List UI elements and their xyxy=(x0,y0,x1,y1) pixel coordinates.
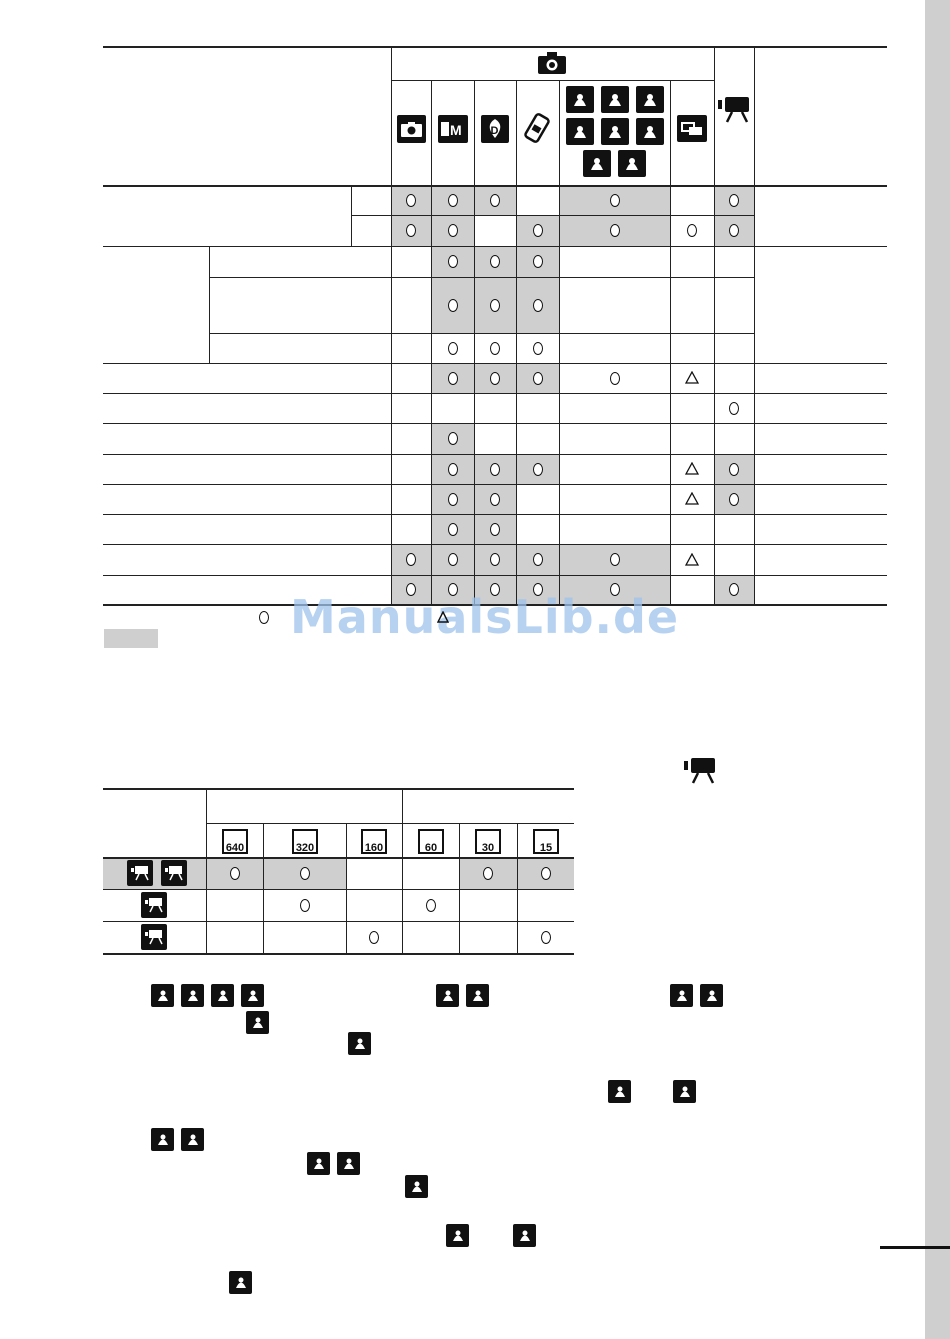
640-icon xyxy=(222,829,248,854)
landscape-icon xyxy=(348,1032,371,1055)
circle-mark xyxy=(448,553,458,566)
circle-mark xyxy=(729,493,739,506)
circle-mark xyxy=(490,299,500,312)
circle-mark xyxy=(406,553,416,566)
circle-mark xyxy=(300,899,310,912)
triangle-mark xyxy=(685,553,699,566)
party-icon xyxy=(241,984,264,1007)
circle-mark xyxy=(490,523,500,536)
circle-mark xyxy=(426,899,436,912)
fast-frame-movie-icon xyxy=(161,860,187,886)
auto-stitch-right-icon xyxy=(673,1080,696,1103)
circle-mark xyxy=(490,372,500,385)
stitch-a-icon xyxy=(446,1224,469,1247)
side-tab xyxy=(925,0,950,1339)
circle-mark xyxy=(448,463,458,476)
fireworks-icon xyxy=(700,984,723,1007)
beach-icon xyxy=(583,150,611,177)
circle-mark xyxy=(448,342,458,355)
legend-triangle-mark xyxy=(437,611,449,623)
kids-pets-icon xyxy=(307,1152,330,1175)
circle-mark xyxy=(490,553,500,566)
circle-mark xyxy=(729,463,739,476)
landscape-icon xyxy=(181,984,204,1007)
circle-mark xyxy=(448,523,458,536)
auto-stitch-left-icon xyxy=(608,1080,631,1103)
svg-text:160: 160 xyxy=(364,842,384,852)
svg-text:60: 60 xyxy=(424,842,437,852)
circle-mark xyxy=(729,194,739,207)
circle-mark xyxy=(490,255,500,268)
party-icon xyxy=(566,118,594,145)
svg-text:30: 30 xyxy=(481,842,495,852)
160-icon xyxy=(361,829,387,854)
circle-mark xyxy=(610,372,620,385)
60fps-icon xyxy=(418,829,444,854)
circle-mark xyxy=(406,194,416,207)
snow-icon xyxy=(436,984,459,1007)
fireworks-icon xyxy=(405,1175,428,1198)
fireworks-icon xyxy=(246,1011,269,1034)
fireworks-icon xyxy=(181,1128,204,1151)
circle-mark xyxy=(533,255,543,268)
landscape-icon xyxy=(601,86,629,113)
circle-mark xyxy=(541,931,551,944)
svg-text:M: M xyxy=(450,122,462,138)
foliage-icon xyxy=(601,118,629,145)
legend-circle-mark xyxy=(259,611,269,624)
15fps-icon xyxy=(533,829,559,854)
digital-macro-icon xyxy=(481,115,509,143)
fast-frame-movie-icon xyxy=(229,1271,252,1294)
snow-icon xyxy=(636,118,664,145)
standard-movie-icon xyxy=(127,860,153,886)
svg-text:640: 640 xyxy=(225,842,244,852)
stitch-assist-icon xyxy=(524,112,552,144)
fireworks-icon xyxy=(618,150,646,177)
circle-mark xyxy=(448,299,458,312)
triangle-mark xyxy=(685,492,699,505)
circle-mark xyxy=(533,372,543,385)
circle-mark xyxy=(448,255,458,268)
circle-mark xyxy=(533,342,543,355)
auto-mode-icon xyxy=(397,115,426,143)
circle-mark xyxy=(490,194,500,207)
circle-mark xyxy=(533,224,543,237)
still-camera-icon xyxy=(538,52,566,74)
compact-movie-icon xyxy=(141,892,167,918)
watermark: ManualsLib.de xyxy=(290,590,680,644)
320-icon xyxy=(292,829,318,854)
circle-mark xyxy=(541,867,551,880)
circle-mark xyxy=(448,194,458,207)
fireworks-icon xyxy=(337,1152,360,1175)
circle-mark xyxy=(729,402,739,415)
circle-mark xyxy=(533,553,543,566)
circle-mark xyxy=(448,372,458,385)
circle-mark xyxy=(610,553,620,566)
email-movie-icon xyxy=(141,924,167,950)
circle-mark xyxy=(729,583,739,596)
circle-mark xyxy=(687,224,697,237)
triangle-mark xyxy=(685,462,699,475)
circle-mark xyxy=(610,194,620,207)
circle-mark xyxy=(610,224,620,237)
circle-mark xyxy=(533,299,543,312)
circle-mark xyxy=(448,432,458,445)
beach-icon xyxy=(466,984,489,1007)
stitch-s-icon xyxy=(513,1224,536,1247)
foliage-icon xyxy=(670,984,693,1007)
portrait-icon xyxy=(566,86,594,113)
page-number-rule xyxy=(880,1246,950,1249)
30fps-icon xyxy=(475,829,501,854)
kids-pets-icon xyxy=(211,984,234,1007)
circle-mark xyxy=(490,342,500,355)
movie-camera-icon xyxy=(718,97,750,123)
circle-mark xyxy=(490,493,500,506)
circle-mark xyxy=(369,931,379,944)
svg-text:320: 320 xyxy=(295,842,314,852)
circle-mark xyxy=(533,463,543,476)
circle-mark xyxy=(448,224,458,237)
shaded-row-label xyxy=(103,858,206,889)
portrait-icon xyxy=(151,984,174,1007)
circle-mark xyxy=(483,867,493,880)
circle-mark xyxy=(448,493,458,506)
kids-pets-icon xyxy=(151,1128,174,1151)
circle-mark xyxy=(300,867,310,880)
circle-mark xyxy=(729,224,739,237)
circle-mark xyxy=(406,224,416,237)
kids-pets-icon xyxy=(636,86,664,113)
legend-shade-swatch xyxy=(104,629,158,648)
manual-mode-icon xyxy=(438,115,468,143)
circle-mark xyxy=(230,867,240,880)
svg-text:D: D xyxy=(490,125,499,137)
svg-text:15: 15 xyxy=(539,842,552,852)
color-accent-icon xyxy=(677,115,707,142)
circle-mark xyxy=(490,463,500,476)
triangle-mark xyxy=(685,371,699,384)
movie-camera-icon xyxy=(684,758,716,784)
